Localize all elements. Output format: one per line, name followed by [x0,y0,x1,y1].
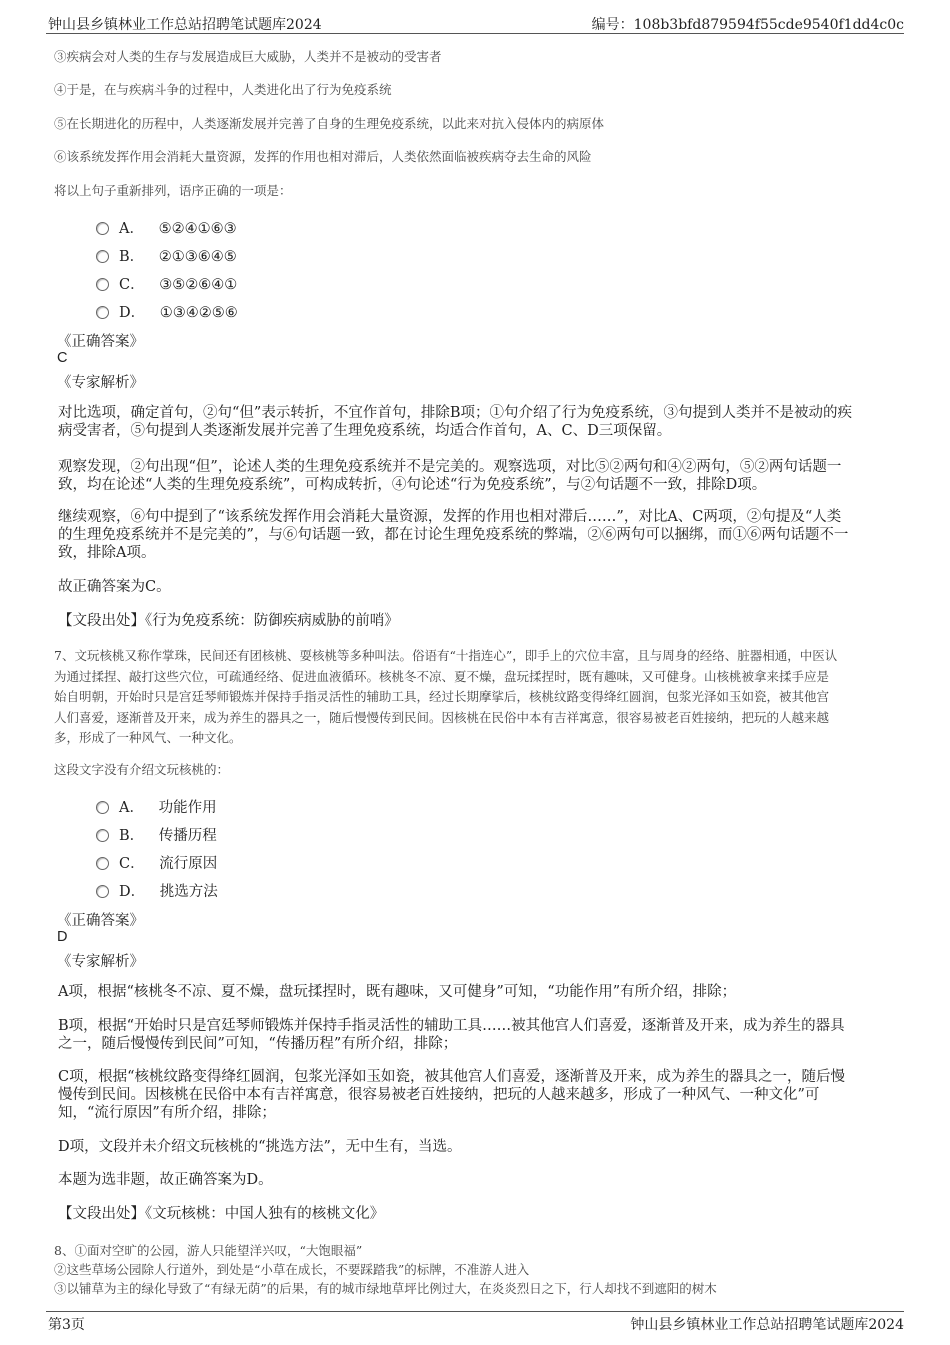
option-letter: D． [119,884,146,900]
q6-source: 【文段出处】《行为免疫系统：防御疾病威胁的前哨》 [58,613,399,629]
radio-icon[interactable] [96,278,109,291]
option-letter: A． [119,221,144,237]
radio-icon[interactable] [96,250,109,263]
q6-answer-value: C [57,350,68,366]
header-code [592,14,904,34]
text-line: 知，“流行原因”有所介绍，排除； [58,1105,276,1121]
option-letter: B． [119,249,145,265]
text-line: 之一，随后慢慢传到民间”可知，“传播历程”有所介绍，排除； [58,1036,458,1052]
text-line: 7、文玩核桃又称作掌珠，民间还有团核桃、耍核桃等多种叫法。俗语有“十指连心”，即手上的穴位丰富，且与周身的经络、脏器相通，中医认 [54,648,838,663]
text-line: ③以铺草为主的绿化导致了“有绿无荫”的后果，有的城市绿地草坪比例过大，在炎炎烈日之下，行人却找不到遮阳的树木 [54,1281,717,1296]
q6-option-b[interactable] [96,245,237,266]
q7-analysis-label: 《专家解析》 [57,954,144,970]
q7-option-c[interactable] [96,852,217,873]
q6-question: 将以上句子重新排列，语序正确的一项是： [54,183,292,198]
text-line: 8、①面对空旷的公园，游人只能望洋兴叹，“大饱眼福” [54,1243,363,1258]
q6-sentence-4: ④于是，在与疾病斗争的过程中，人类进化出了行为免疫系统 [54,82,392,97]
radio-icon[interactable] [96,829,109,842]
text-line: 始自明朝，开始时只是宫廷琴师锻炼并保持手指灵活性的辅助工具，经过长期摩挲后，核桃纹路变得绛红圆润，包浆光泽如玉如瓷，被其他宫 [54,689,830,704]
q7-option-b[interactable] [96,824,217,845]
header-code-value: 108b3bfd879594f55cde9540f1dd4c0c [633,17,904,33]
text-line: 继续观察，⑥句中提到了“该系统发挥作用会消耗大量资源，发挥的作用也相对滞后……”，对比A、C两项，②句提及“人类 [58,509,842,525]
text-line: 的生理免疫系统并不是完美的”，与⑥句话题一致，都在讨论生理免疫系统的弊端，②⑥两句可以捆绑，而①⑥两句话题不一 [58,527,849,543]
q6-analysis-label: 《专家解析》 [57,375,144,391]
option-letter: B． [119,828,145,844]
option-text: ②①③⑥④⑤ [158,249,237,265]
q6-analysis-para-2 [58,458,841,494]
option-text: 传播历程 [158,828,217,844]
text-line: 人们喜爱，逐渐普及开来，成为养生的器具之一，随后慢慢传到民间。因核桃在民俗中本有吉祥寓意，很容易被老百姓接纳，把玩的人越来越 [54,709,830,725]
text-line: 病受害者，⑤句提到人类逐渐发展并完善了生理免疫系统，均适合作首句，A、C、D三项保留。 [58,423,672,439]
q6-option-d[interactable] [96,301,238,322]
footer-divider [46,1311,904,1312]
q7-analysis-a: A项，根据“核桃冬不凉、夏不燥，盘玩揉捏时，既有趣味，又可健身”可知，“功能作用”有所介绍，排除； [58,984,737,1000]
header-title: 钟山县乡镇林业工作总站招聘笔试题库2024 [48,17,322,33]
header-code-label: 编号： [591,17,634,33]
text-line: 为通过揉捏、敲打这些穴位，可疏通经络、促进血液循环。核桃冬不凉、夏不燥，盘玩揉捏时，既有趣味，又可健身。山核桃被拿来揉手应是 [54,668,830,684]
q7-source: 【文段出处】《文玩核桃：中国人独有的核桃文化》 [58,1206,385,1222]
option-letter: D． [119,305,146,321]
q7-question: 这段文字没有介绍文玩核桃的： [54,762,230,777]
text-line: B项，根据“开始时只是宫廷琴师锻炼并保持手指灵活性的辅助工具……被其他宫人们喜爱，逐渐普及开来，成为养生的器具 [58,1018,845,1034]
q8-sentences [54,1241,717,1298]
page-header [48,14,904,32]
text-line: 对比选项，确定首句，②句“但”表示转折，不宜作首句，排除B项；①句介绍了行为免疫系统，③句提到人类并不是被动的疾 [58,405,852,421]
radio-icon[interactable] [96,222,109,235]
option-text: 功能作用 [158,800,217,816]
text-line: ②这些草场公园除人行道外，到处是“小草在成长，不要踩踏我”的标牌，不准游人进入 [54,1262,530,1277]
q7-option-a[interactable] [96,796,217,817]
q7-answer-label: 《正确答案》 [57,913,144,929]
q6-analysis-para-1 [58,404,852,440]
q6-sentence-5: ⑤在长期进化的历程中，人类逐渐发展并完善了自身的生理免疫系统，以此来对抗入侵体内的病原体 [54,116,605,131]
option-letter: A． [119,800,144,816]
option-text: ③⑤②⑥④① [159,277,238,293]
header-divider [46,33,904,34]
option-letter: C． [119,856,145,872]
radio-icon[interactable] [96,801,109,814]
q6-option-a[interactable] [96,217,237,238]
q7-passage [54,646,837,749]
q6-analysis-para-3 [58,508,848,562]
text-line: C项，根据“核桃纹路变得绛红圆润，包浆光泽如玉如瓷，被其他宫人们喜爱，逐渐普及开来，成为养生的器具之一，随后慢 [58,1069,846,1085]
q6-option-c[interactable] [96,273,237,294]
radio-icon[interactable] [96,857,109,870]
option-text: ⑤②④①⑥③ [158,221,237,237]
option-letter: C． [119,277,145,293]
text-line: 致，排除A项。 [58,545,156,561]
q6-sentence-3: ③疾病会对人类的生存与发展造成巨大威胁，人类并不是被动的受害者 [54,49,442,64]
q7-analysis-b [58,1017,845,1053]
page-number: 第3页 [48,1317,85,1333]
q7-answer-value: D [57,929,68,945]
q6-answer-label: 《正确答案》 [57,334,144,350]
q6-sentence-6: ⑥该系统发挥作用会消耗大量资源，发挥的作用也相对滞后，人类依然面临被疾病夺去生命的风险 [54,149,592,164]
q6-analysis-conclusion: 故正确答案为C。 [58,579,171,595]
option-text: 流行原因 [159,856,218,872]
text-line: 多，形成了一种风气、一种文化。 [54,730,242,745]
text-line: 致，均在论述“人类的生理免疫系统”，可构成转折，④句论述“行为免疫系统”，与②句话题不一致，排除D项。 [58,477,767,493]
text-line: 观察发现，②句出现“但”，论述人类的生理免疫系统并不是完美的。观察选项，对比⑤②两句和④②两句，⑤②两句话题一 [58,459,842,475]
q7-analysis-c [58,1068,845,1122]
q7-option-d[interactable] [96,880,218,901]
option-text: ①③④②⑤⑥ [159,305,238,321]
text-line: 慢传到民间。因核桃在民俗中本有吉祥寓意，很容易被老百姓接纳，把玩的人越来越多，形成了一种风气、一种文化”可 [58,1087,820,1103]
q7-analysis-conclusion: 本题为选非题，故正确答案为D。 [58,1172,273,1188]
option-text: 挑选方法 [159,884,218,900]
q7-analysis-d: D项，文段并未介绍文玩核桃的“挑选方法”，无中生有，当选。 [58,1139,462,1155]
footer-title: 钟山县乡镇林业工作总站招聘笔试题库2024 [630,1317,904,1333]
radio-icon[interactable] [96,306,109,319]
radio-icon[interactable] [96,885,109,898]
